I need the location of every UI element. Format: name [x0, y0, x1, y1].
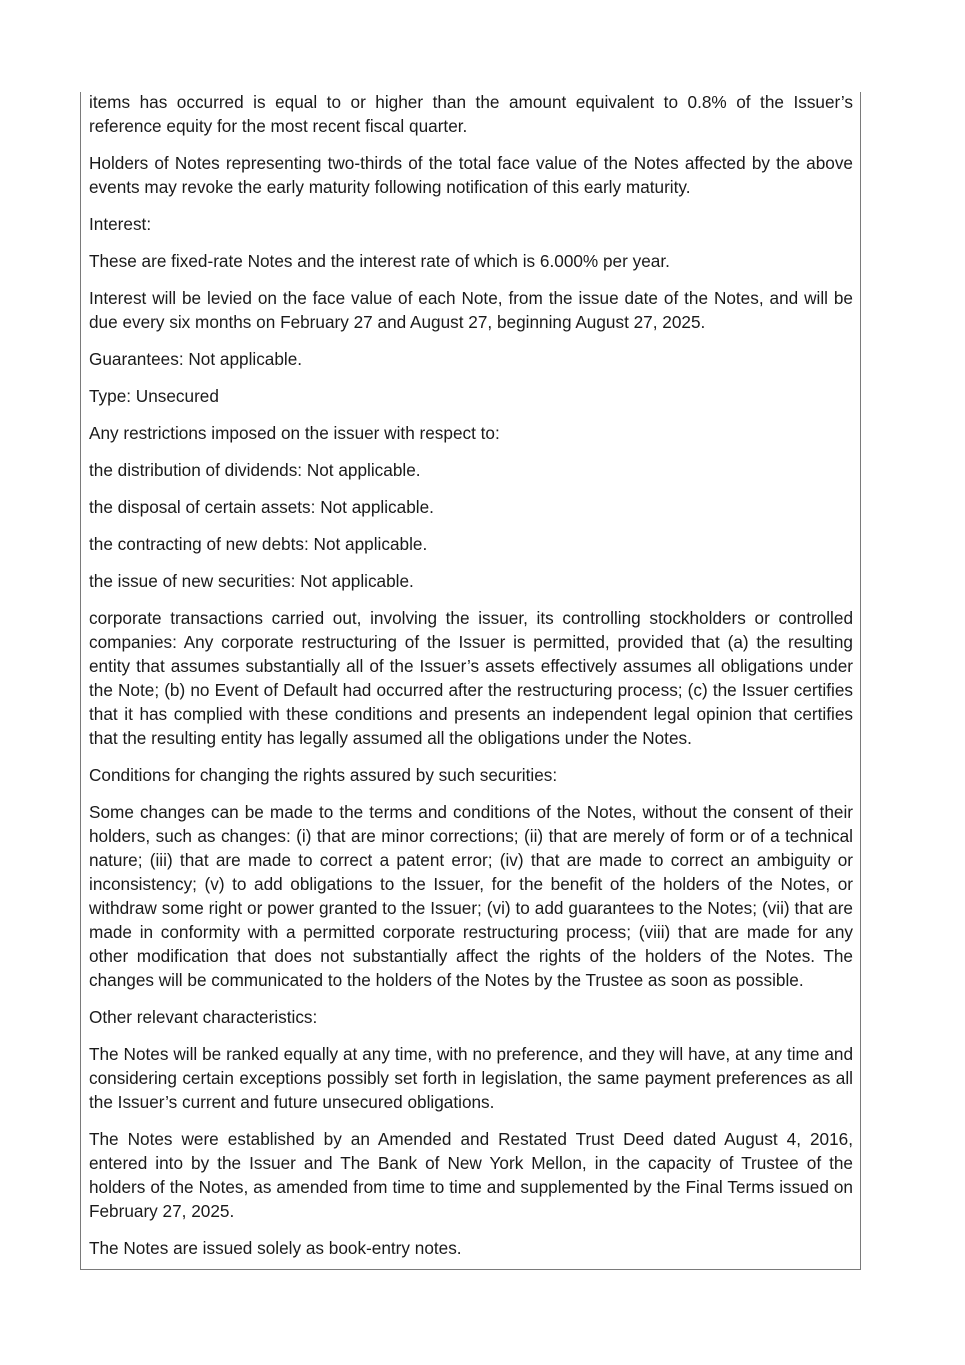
paragraph-guarantees: Guarantees: Not applicable.	[89, 349, 303, 369]
paragraph-corporate-transactions: corporate transactions carried out, involving the issuer, its controlling stockholders or controlled companies: Any corporate restructuring of the Issuer is permitted, provided that (a) the resulting entity that assumes substantially all of the Issuer’s assets effectively assumes all obligations under the Note; (b) no Event of Default had occurred after the restructuring process; (c) the Issuer certifies that it has complied with these conditions and presents an independent legal opinion that certifies that the resulting entity has legally assumed all the obligations under the Notes.	[89, 608, 853, 748]
heading-other-characteristics: Other relevant characteristics:	[89, 1007, 318, 1027]
paragraph-book-entry: The Notes are issued solely as book-entry notes.	[89, 1238, 462, 1258]
paragraph-interest-schedule: Interest will be levied on the face value of each Note, from the issue date of the Notes, and will be due every six months on February 27 and August 27, beginning August 27, 2025.	[89, 288, 853, 332]
paragraph-changes: Some changes can be made to the terms and conditions of the Notes, without the consent of their holders, such as changes: (i) that are minor corrections; (ii) that are merely of form or of a technical nature; (iii) that are made to correct a patent error; (iv) that are made to correct an ambiguity or inconsistency; (v) to add obligations to the Issuer, for the benefit of the holders of the Notes, or withdraw some right or power granted to the Issuer; (vi) to add guarantees to the Notes; (vii) that are made in conformity with a permitted corporate restructuring process; (viii) that are made for any other modification that does not substantially affect the rights of the holders of the Notes. The changes will be communicated to the holders of the Notes by the Trustee as soon as possible.	[89, 802, 853, 990]
restriction-dividends: the distribution of dividends: Not applicable.	[89, 460, 421, 480]
paragraph-interest-rate: These are fixed-rate Notes and the interest rate of which is 6.000% per year.	[89, 251, 670, 271]
heading-interest: Interest:	[89, 214, 152, 234]
paragraph-trust-deed: The Notes were established by an Amended and Restated Trust Deed dated August 4, 2016, entered into by the Issuer and The Bank of New York Mellon, in the capacity of Trustee of the holders of the Notes, as amended from time to time and supplemented by the Final Terms issued on February 27, 2025.	[89, 1129, 853, 1221]
document-body	[89, 90, 853, 1273]
restriction-assets: the disposal of certain assets: Not applicable.	[89, 497, 434, 517]
heading-conditions: Conditions for changing the rights assured by such securities:	[89, 765, 558, 785]
restriction-securities: the issue of new securities: Not applicable.	[89, 571, 414, 591]
paragraph-ranking: The Notes will be ranked equally at any time, with no preference, and they will have, at any time and considering certain exceptions possibly set forth in legislation, the same payment preferences as all the Issuer’s current and future unsecured obligations.	[89, 1044, 853, 1112]
restriction-debts: the contracting of new debts: Not applicable.	[89, 534, 428, 554]
heading-restrictions: Any restrictions imposed on the issuer with respect to:	[89, 423, 500, 443]
paragraph-type: Type: Unsecured	[89, 386, 219, 406]
paragraph-continuation: items has occurred is equal to or higher than the amount equivalent to 0.8% of the Issuer’s reference equity for the most recent fiscal quarter.	[89, 92, 853, 136]
paragraph-holders-revoke: Holders of Notes representing two-thirds of the total face value of the Notes affected by the above events may revoke the early maturity following notification of this early maturity.	[89, 153, 853, 197]
